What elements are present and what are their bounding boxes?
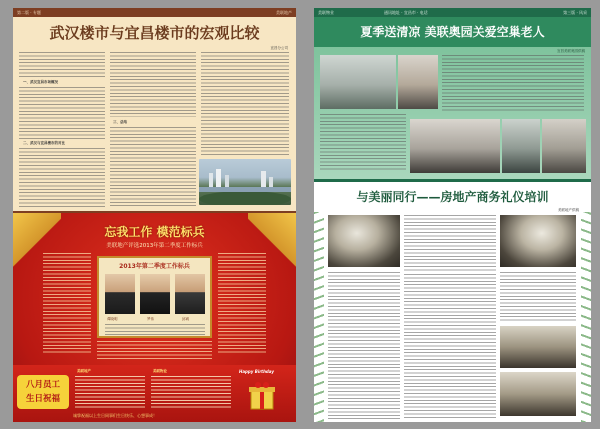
photo-training-4 <box>500 372 576 416</box>
left-header-label: 第二版 · 专题 <box>17 10 41 15</box>
birthday-names-col1 <box>75 376 145 410</box>
banner-text-left <box>43 253 91 353</box>
birthday-title-line2: 生日祝福 <box>25 394 60 404</box>
article-title: 武汉楼市与宜昌楼市的宏观比较 <box>49 24 260 42</box>
birthday-title-line1: 八月员工 <box>25 380 60 390</box>
birthday-names-col2 <box>151 376 231 410</box>
photo-training-3 <box>500 326 576 368</box>
article-body-col2 <box>110 52 196 117</box>
right-header-brand: 美联物业 <box>318 10 334 15</box>
award-board <box>97 256 212 338</box>
article-body-col2b <box>110 127 196 208</box>
birthday-section <box>13 365 296 422</box>
elderly-care-text-left <box>320 114 406 172</box>
happy-birthday-text: Happy Birthday <box>239 369 274 374</box>
banner-text-bottom <box>97 341 212 361</box>
training-byline: 美联地产供稿 <box>558 208 579 212</box>
article-subhead-3: 三、总结 <box>113 120 127 124</box>
vine-decoration-left <box>314 212 324 422</box>
training-text-col1 <box>328 272 400 420</box>
portrait-1-name: 谭晓明 <box>107 317 118 321</box>
elderly-care-byline: 宜昌美联奥园供稿 <box>557 49 585 53</box>
photo-training-1 <box>328 215 400 267</box>
right-header-address: 通讯地址 · 宜昌市 · 电话 <box>384 10 428 15</box>
birthday-col2-label: 美联物业 <box>153 369 167 373</box>
elderly-care-section <box>314 17 591 179</box>
city-landscape-photo <box>199 159 291 205</box>
photo-visit-5 <box>542 119 586 173</box>
award-board-text <box>105 324 205 336</box>
right-page-header <box>314 8 591 17</box>
portrait-2 <box>140 274 170 314</box>
photo-visit-1 <box>320 55 396 109</box>
elderly-care-title: 夏季送清凉 美联奥园关爱空巢老人 <box>360 25 545 39</box>
training-title: 与美丽同行——房地产商务礼仪培训 <box>356 190 549 204</box>
right-page <box>314 8 591 422</box>
photo-visit-3 <box>410 119 500 173</box>
banner-subtitle: 美联地产评选2013年第二季度工作标兵 <box>106 243 203 249</box>
birthday-col1-label: 美联地产 <box>77 369 91 373</box>
birthday-title <box>17 375 69 409</box>
etiquette-training-section <box>314 179 591 422</box>
article-byline: 宜昌分公司 <box>270 46 288 50</box>
article-body-col3 <box>201 52 289 156</box>
portrait-3 <box>175 274 205 314</box>
training-text-col2 <box>404 274 496 420</box>
left-page-header <box>13 8 296 17</box>
portrait-3-name: 邱诚 <box>182 317 189 321</box>
birthday-footer: 诚挚祝福以上生日同事们生日快乐、心想事成！ <box>73 413 157 418</box>
portrait-1 <box>105 274 135 314</box>
model-worker-banner <box>13 213 296 422</box>
banner-title: 忘我工作 模范标兵 <box>104 225 205 239</box>
article-subhead-2: 二、武汉与宜昌楼市的对比 <box>23 141 65 145</box>
photo-visit-4 <box>502 119 540 173</box>
award-board-title: 2013年第二季度工作标兵 <box>119 263 190 270</box>
training-text-col3 <box>500 272 576 322</box>
left-page <box>13 8 296 422</box>
right-header-label: 第三版 · 风采 <box>563 10 587 15</box>
elderly-care-text-top <box>442 55 584 113</box>
training-text-mid <box>404 215 496 271</box>
banner-text-right <box>218 253 266 353</box>
city-skyline-icon <box>199 159 291 205</box>
portrait-2-name: 罗伟 <box>147 317 154 321</box>
article-body-col1 <box>19 52 105 78</box>
article-body-col1b <box>19 87 105 139</box>
gift-icon <box>241 379 281 411</box>
photo-training-2 <box>500 215 576 267</box>
photo-visit-2 <box>398 55 438 109</box>
vine-decoration-right <box>581 212 591 422</box>
left-header-brand: 美联地产 <box>276 10 292 15</box>
article-subhead-1: 一、武汉宜昌市场概况 <box>23 80 58 84</box>
article-body-col1c <box>19 148 105 208</box>
